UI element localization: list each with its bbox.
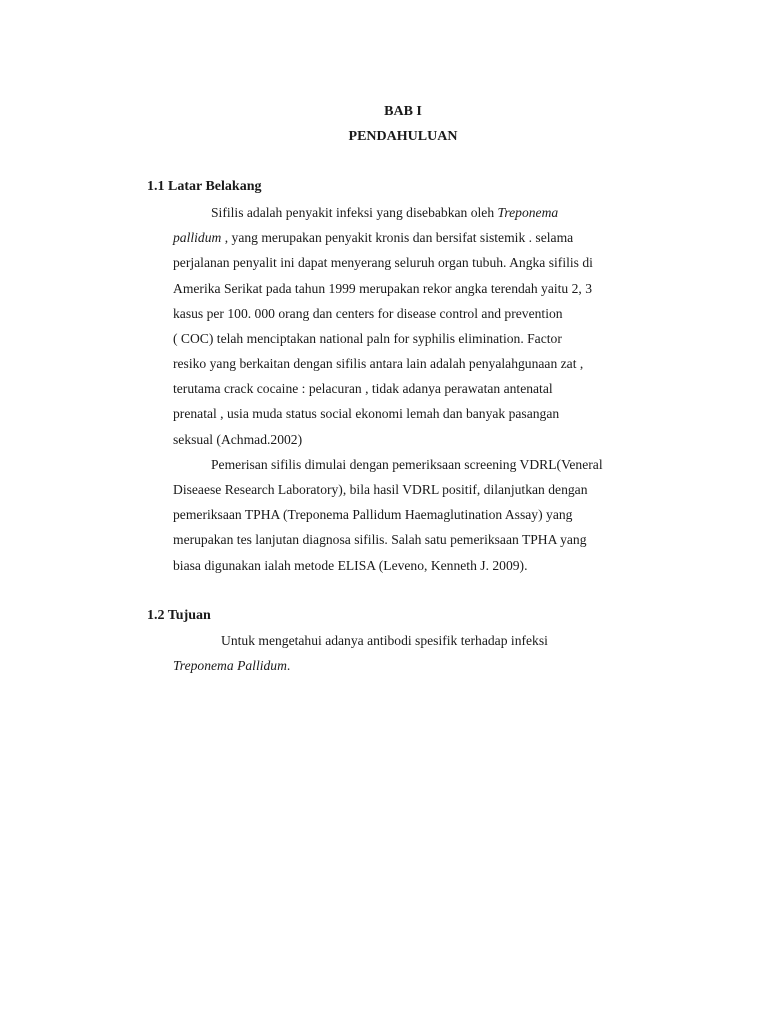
- italic-term: Treponema Pallidum: [173, 658, 287, 673]
- text-run: Sifilis adalah penyakit infeksi yang disebabkan oleh: [211, 205, 498, 220]
- paragraph-line: prenatal , usia muda status social ekonomi lemah dan banyak pasangan: [173, 406, 560, 421]
- paragraph-line: merupakan tes lanjutan diagnosa sifilis. Salah satu pemeriksaan TPHA yang: [173, 532, 587, 547]
- text-run: , yang merupakan penyakit kronis dan bersifat sistemik . selama: [221, 230, 574, 245]
- paragraph-line: pemeriksaan TPHA (Treponema Pallidum Haemaglutination Assay) yang: [173, 507, 573, 522]
- paragraph-line: seksual (Achmad.2002): [173, 432, 303, 447]
- section-heading-tujuan: 1.2 Tujuan: [147, 608, 211, 623]
- italic-term: pallidum: [173, 230, 222, 245]
- paragraph-line: resiko yang berkaitan dengan sifilis antara lain adalah penyalahgunaan zat ,: [173, 356, 584, 371]
- section-heading-latar-belakang: 1.1 Latar Belakang: [147, 179, 262, 194]
- paragraph-line: Diseaese Research Laboratory), bila hasil VDRL positif, dilanjutkan dengan: [173, 482, 588, 497]
- paragraph-line: kasus per 100. 000 orang dan centers for disease control and prevention: [173, 306, 563, 321]
- paragraph-line: biasa digunakan ialah metode ELISA (Leveno, Kenneth J. 2009).: [173, 558, 528, 573]
- paragraph-line: [173, 658, 290, 674]
- paragraph-line: [173, 230, 573, 246]
- italic-term: Treponema: [497, 205, 559, 220]
- paragraph-line: perjalanan penyalit ini dapat menyerang seluruh organ tubuh. Angka sifilis di: [173, 255, 593, 270]
- paragraph-line: Pemerisan sifilis dimulai dengan pemeriksaan screening VDRL(Veneral: [211, 457, 603, 472]
- chapter-title: PENDAHULUAN: [348, 129, 458, 144]
- chapter-number: BAB I: [384, 104, 422, 119]
- paragraph-line: Untuk mengetahui adanya antibodi spesifik terhadap infeksi: [221, 633, 548, 648]
- text-run: .: [286, 658, 291, 673]
- paragraph-line: Amerika Serikat pada tahun 1999 merupakan rekor angka terendah yaitu 2, 3: [173, 281, 592, 296]
- paragraph-line: terutama crack cocaine : pelacuran , tidak adanya perawatan antenatal: [173, 381, 553, 396]
- paragraph-line: [211, 205, 558, 221]
- paragraph-line: ( COC) telah menciptakan national paln for syphilis elimination. Factor: [173, 331, 562, 346]
